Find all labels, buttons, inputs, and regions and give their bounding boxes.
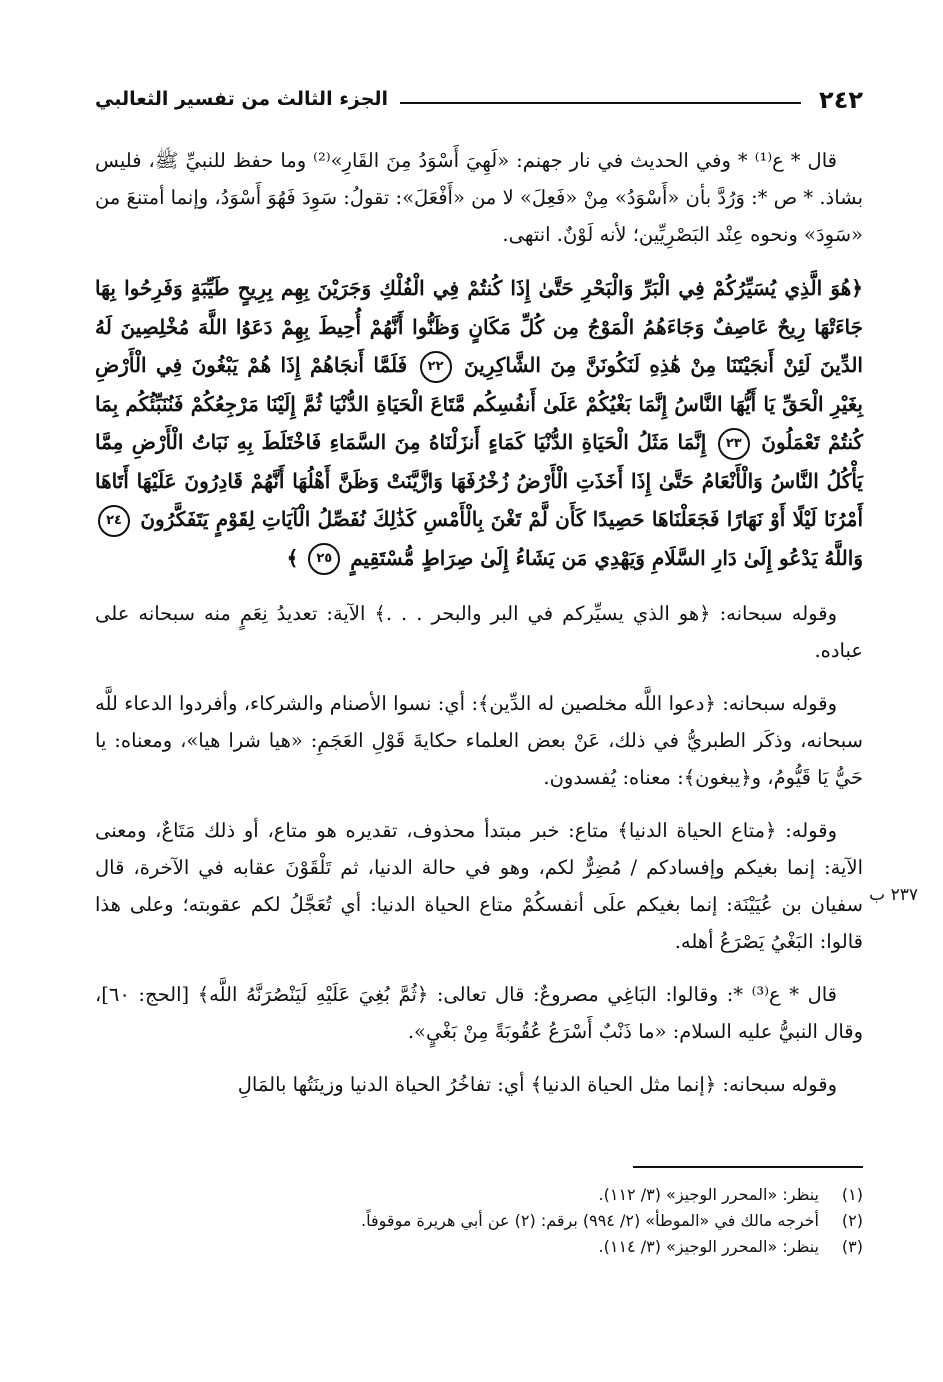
footnote-text: أخرجه مالك في «الموطأ» (٢/ ٩٩٤) برقم: (٢) عن أبي هريرة موقوفاً. — [361, 1211, 819, 1230]
footnote-number: (٢) — [841, 1211, 863, 1230]
quran-closing-bracket: ﴾ — [286, 545, 299, 570]
paragraph: وقوله سبحانه: ﴿هو الذي يسيِّركم في البر والبحر . . .﴾ الآية: تعديدُ نِعَمٍ منه سبحانه على عباده. — [95, 602, 863, 662]
verse-number-marker: ٢٣ — [718, 428, 750, 460]
quran-text: فَلَمَّا أَنجَاهُمْ إِذَا هُمْ يَبْغُونَ فِي الْأَرْضِ بِغَيْرِ الْحَقِّ يَا أَيُّهَا النَّاسُ إِنَّمَا بَغْيُكُمْ عَلَىٰ أَنفُسِكُم مَّتَاعَ الْحَيَاةِ الدُّنْيَا ثُمَّ إِلَيْنَا مَرْجِعُكُمْ فَنُنَبِّئُكُم بِمَا كُنتُمْ تَعْمَلُونَ — [95, 353, 864, 454]
verse-number-marker: ٢٢ — [420, 351, 452, 383]
footnote-number: (٣) — [841, 1237, 863, 1256]
paragraph: وقوله: ﴿متاع الحياة الدنيا﴾ متاع: خبر مبتدأ محذوف، تقديره هو متاع، أو ذلك مَتَاعٌ، ومعنى الآية: إنما بغيكم وإفسادكم / مُضِرٌّ لكم، وهو في حالة الدنيا، ثم تَلْقَوْنَ عقابه في الآخرة، قال سفيان بن عُيَيْنَة: إنما بغيكم علَى أنفسكُمْ متاع الحياة الدنيا: أي تُعَجَّلُ لكم عقوبته؛ وعلى هذا قالوا: البَغْيُ يَصْرَعُ أهله. — [95, 819, 863, 953]
verse-number-marker: ٢٤ — [98, 505, 130, 537]
header-rule — [400, 102, 801, 104]
running-title: الجزء الثالث من تفسير الثعالبي — [95, 88, 389, 110]
quran-text: ﴿هُوَ الَّذِي يُسَيِّرُكُمْ فِي الْبَرِّ وَالْبَحْرِ حَتَّىٰ إِذَا كُنتُمْ فِي الْفُلْكِ وَجَرَيْنَ بِهِم بِرِيحٍ طَيِّبَةٍ وَفَرِحُوا بِهَا جَاءَتْهَا رِيحٌ عَاصِفٌ وَجَاءَهُمُ الْمَوْجُ مِن كُلِّ مَكَانٍ وَظَنُّوا أَنَّهُمْ أُحِيطَ بِهِمْ دَعَوُا اللَّهَ مُخْلِصِينَ لَهُ الدِّينَ لَئِنْ أَنجَيْتَنَا مِنْ هَٰذِهِ لَنَكُونَنَّ مِنَ الشَّاكِرِينَ — [95, 276, 863, 377]
footnote-item — [95, 1182, 863, 1208]
paragraph: وقوله سبحانه: ﴿إنما مثل الحياة الدنيا﴾ أي: تفاخُرُ الحياة الدنيا وزينَتُها بالمَالِ — [237, 1073, 837, 1096]
verse-number-marker: ٢٥ — [308, 543, 340, 575]
manuscript-folio-marker: ٢٣٧ ب — [869, 885, 918, 905]
footnote-item — [95, 1234, 863, 1260]
main-text — [95, 142, 863, 1119]
footnote-text: ينظر: «المحرر الوجيز» (٣/ ١١٢). — [598, 1185, 819, 1204]
paragraph: قال * ع⁽³⁾ *: وقالوا: البَاغِي مصروعٌ: قال تعالى: ﴿ثُمَّ بُغِيَ عَلَيْهِ لَيَنْصُرَنَّهُ اللَّه﴾ [الحج: ٦٠]، وقال النبيُّ عليه السلام: «ما ذَنْبٌ أَسْرَعُ عُقُوبَةً مِنْ بَغْيٍ». — [95, 983, 863, 1043]
quran-text: إِنَّمَا مَثَلُ الْحَيَاةِ الدُّنْيَا كَمَاءٍ أَنزَلْنَاهُ مِنَ السَّمَاءِ فَاخْتَلَطَ بِهِ نَبَاتُ الْأَرْضِ مِمَّا يَأْكُلُ النَّاسُ وَالْأَنْعَامُ حَتَّىٰ إِذَا أَخَذَتِ الْأَرْضُ زُخْرُفَهَا وَازَّيَّنَتْ وَظَنَّ أَهْلُهَا أَنَّهُمْ قَادِرُونَ عَلَيْهَا أَتَاهَا أَمْرُنَا لَيْلًا أَوْ نَهَارًا فَجَعَلْنَاهَا حَصِيدًا كَأَن لَّمْ تَغْنَ بِالْأَمْسِ كَذَٰلِكَ نُفَصِّلُ الْآيَاتِ لِقَوْمٍ يَتَفَكَّرُونَ — [95, 430, 864, 531]
footnote-number: (١) — [841, 1185, 863, 1204]
footnotes — [95, 1182, 863, 1260]
page-number: ٢٤٢ — [819, 86, 863, 114]
footnote-item — [95, 1208, 863, 1234]
footnote-rule — [633, 1166, 863, 1168]
quran-passage — [95, 269, 863, 577]
paragraph: وقوله سبحانه: ﴿دعوا اللَّه مخلصين له الدِّين﴾: أي: نسوا الأصنام والشركاء، وأفردوا الدعاء للَّه سبحانه، وذكَر الطبريُّ في ذلك، عَنْ بعض العلماء حكايةَ قَوْلِ العَجَمِ: «هيا شرا هيا»، ومعناه: يا حَيُّ يَا قَيُّومُ، و﴿يبغون﴾: معناه: يُفسدون. — [95, 692, 863, 789]
footnote-text: ينظر: «المحرر الوجيز» (٣/ ١١٤). — [598, 1237, 819, 1256]
quran-text: وَاللَّهُ يَدْعُو إِلَىٰ دَارِ السَّلَامِ وَيَهْدِي مَن يَشَاءُ إِلَىٰ صِرَاطٍ مُّسْتَقِيمٍ — [350, 545, 863, 570]
page-header — [95, 86, 863, 120]
paragraph: قال * ع⁽¹⁾ * وفي الحديث في نار جهنم: «لَهِيَ أَسْوَدُ مِنَ القَارِ»⁽²⁾ وما حفظ للنبيِّ ﷺ، فليس بشاذ. * ص *: وَرُدَّ بأن «أَسْوَدُ» مِنْ «فَعِلَ» لا من «أَفْعَلَ»: تقولُ: سَوِدَ فَهُوَ أَسْوَدُ، وإنما أمتنعَ من «سَوِدَ» ونحوه عِنْد البَصْرِيِّين؛ لأنه لَوْنٌ. انتهى. — [94, 149, 863, 246]
